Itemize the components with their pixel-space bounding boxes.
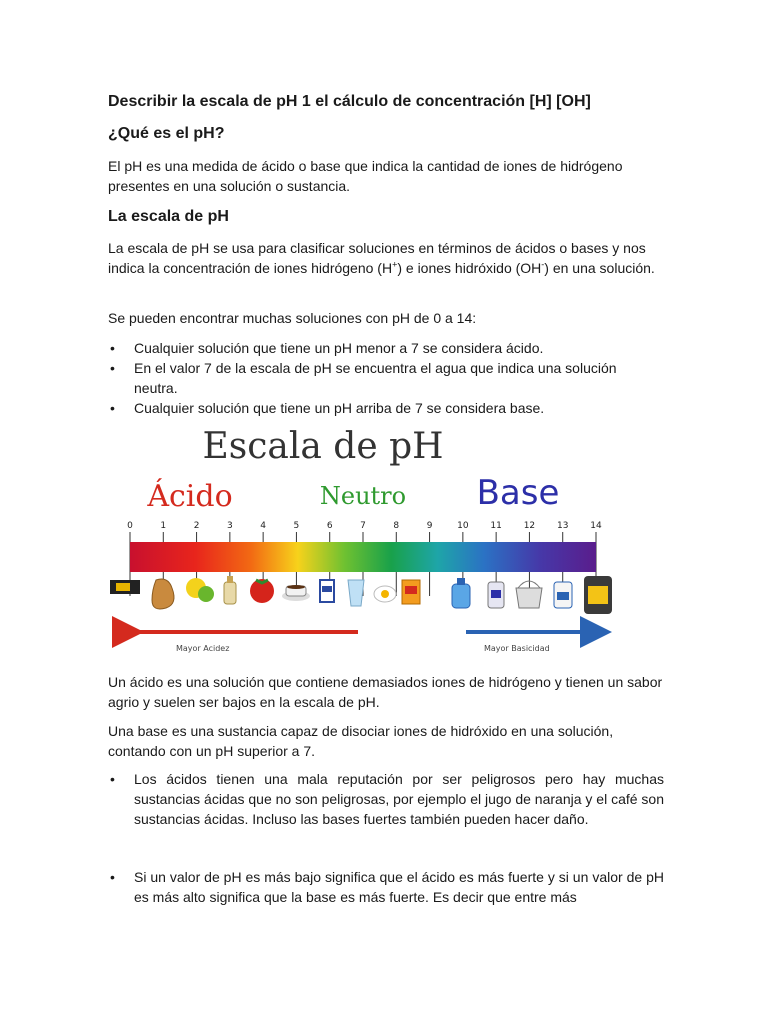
ammonia-bottle-icon xyxy=(488,582,504,608)
ph-scale-figure xyxy=(108,424,620,664)
arrow-more-acidic-label: Mayor Acidez xyxy=(176,644,230,653)
ph-tick-label: 10 xyxy=(457,521,469,531)
paragraph-acid-definition: Un ácido es una solución que contiene demasiados iones de hidrógeno y tienen un sabor agrio y suelen ser bajos en la escala de pH. xyxy=(108,674,663,710)
vinegar-bottle-icon xyxy=(224,576,236,604)
ph-tick-label: 4 xyxy=(260,521,267,531)
label-acid: Ácido xyxy=(147,479,233,514)
intro-text-b: ) e iones hidróxido (OH xyxy=(397,260,542,276)
ph-tick-label: 11 xyxy=(490,521,502,531)
list-item: • Los ácidos tienen una mala reputación por ser peligrosos pero hay muchas sustancias ácidas que no son peligrosas, por ejemplo el jugo de naranja y el café son sustancias ácidas. Incluso las bases fuertes también pueden hacer daño. xyxy=(108,769,664,829)
coffee-icon xyxy=(282,585,310,601)
bleach-bottle-icon xyxy=(554,582,572,608)
ph-tick-label: 3 xyxy=(226,521,233,531)
label-base: Base xyxy=(476,473,560,513)
egg-icon xyxy=(374,586,396,602)
intro-text-a: La escala de pH se usa para clasificar soluciones en términos de ácidos o bases y nos indica la concentración de iones hidrógeno (H xyxy=(108,240,646,276)
baking-soda-icon xyxy=(402,580,420,604)
ph-tick-label: 5 xyxy=(293,521,300,531)
milk-carton-icon xyxy=(320,580,334,602)
notes-list-2 xyxy=(108,867,664,907)
label-neutral: Neutro xyxy=(319,482,407,510)
water-glass-icon xyxy=(348,580,364,606)
paragraph-ph-range: Se pueden encontrar muchas soluciones con pH de 0 a 14: xyxy=(108,310,477,326)
ph-scale-illustration xyxy=(108,424,620,664)
ph-tick-label: 8 xyxy=(393,521,400,531)
h-plus-superscript: + xyxy=(392,259,398,270)
intro-text-c: ) en una solución. xyxy=(544,260,655,276)
ph-tick-label: 13 xyxy=(556,521,569,531)
heading-what-is-ph: ¿Qué es el pH? xyxy=(108,125,225,142)
drain-cleaner-icon xyxy=(584,576,612,614)
heading-ph-scale: La escala de pH xyxy=(108,208,229,225)
list-item: • En el valor 7 de la escala de pH se encuentra el agua que indica una solución neutra. xyxy=(108,358,664,398)
list-item: • Si un valor de pH es más bajo significa que el ácido es más fuerte y si un valor de pH es más alto significa que la base es más fuerte. Es decir que entre más xyxy=(108,867,664,907)
arrow-more-basic-label: Mayor Basicidad xyxy=(484,644,550,653)
ph-gradient-bar xyxy=(130,542,596,572)
tomato-icon xyxy=(250,579,274,603)
document-title: Describir la escala de pH 1 el cálculo de concentración [H] [OH] xyxy=(108,93,591,110)
list-item: • Cualquier solución que tiene un pH arriba de 7 se considera base. xyxy=(108,398,664,418)
figure-title: Escala de pH xyxy=(202,426,444,467)
paragraph-base-definition: Una base es una sustancia capaz de disociar iones de hidróxido en una solución, contando con un pH superior a 7. xyxy=(108,723,614,759)
lemon-lime-icon xyxy=(186,578,214,602)
paragraph-ph-scale-intro xyxy=(108,238,664,278)
battery-icon xyxy=(110,580,140,594)
oh-minus-superscript: - xyxy=(541,259,545,270)
ph-tick-label: 6 xyxy=(326,521,333,531)
notes-list-1 xyxy=(108,769,664,829)
antacid-bottle-icon xyxy=(452,578,470,608)
ph-tick-label: 2 xyxy=(193,521,200,531)
paragraph-ph-definition: El pH es una medida de ácido o base que indica la cantidad de iones de hidrógeno presentes en una solución o sustancia. xyxy=(108,158,623,194)
stomach-icon xyxy=(152,579,174,609)
ph-tick-label: 12 xyxy=(523,521,536,531)
ph-tick-label: 7 xyxy=(360,521,366,531)
ph-tick-label: 14 xyxy=(590,521,602,531)
ph-tick-label: 0 xyxy=(127,521,133,531)
ph-rules-list xyxy=(108,338,664,418)
list-item: • Cualquier solución que tiene un pH menor a 7 se considera ácido. xyxy=(108,338,664,358)
ph-tick-label: 1 xyxy=(160,521,167,531)
ph-tick-label: 9 xyxy=(426,521,433,531)
